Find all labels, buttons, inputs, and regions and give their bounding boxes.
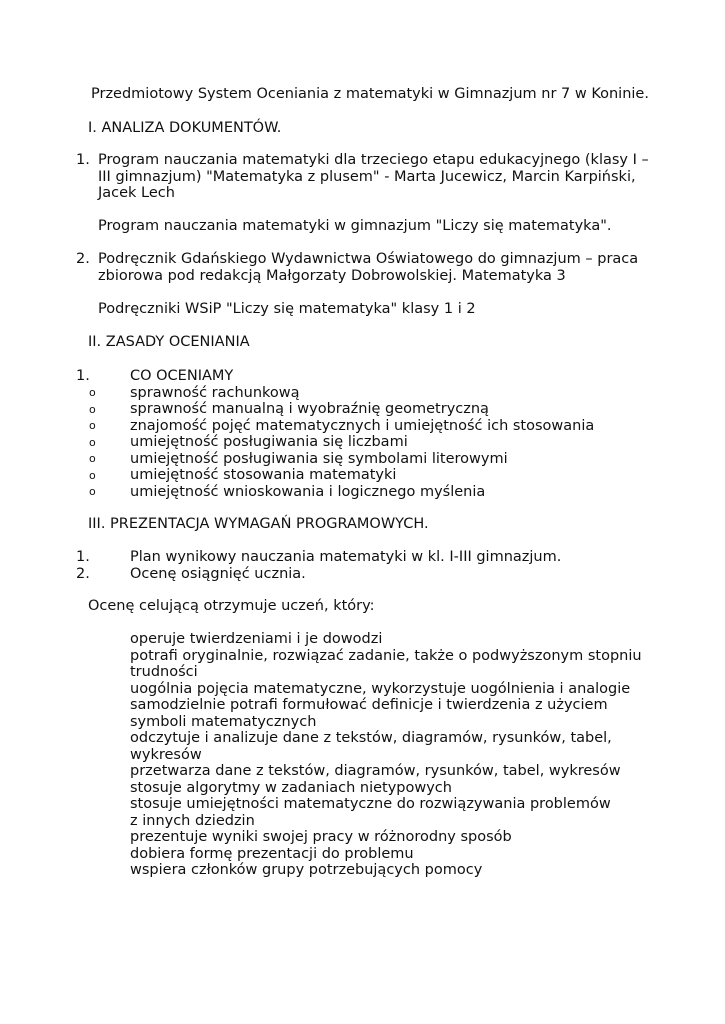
section-2-heading: II. ZASADY OCENIANIA (88, 334, 250, 350)
list-number: 1. (76, 152, 90, 168)
bullet-icon: o (89, 419, 96, 432)
grade-line: samodzielnie potrafi formułować definicje i twierdzenia z użyciem (130, 697, 608, 713)
bullet-item: znajomość pojęć matematycznych i umiejętność ich stosowania (130, 417, 595, 434)
list-item-line: Jacek Lech (98, 185, 175, 201)
grade-line: symboli matematycznych (130, 713, 317, 730)
grade-line: prezentuje wyniki swojej pracy w różnorodny sposób (130, 829, 512, 845)
list-number: 2. (76, 565, 90, 582)
list-number: 2. (76, 251, 90, 267)
grade-line: potrafi oryginalnie, rozwiązać zadanie, także o podwyższonym stopniu (130, 647, 642, 664)
grade-line: operuje twierdzeniami i je dowodzi (130, 631, 383, 647)
grade-line: przetwarza dane z tekstów, diagramów, rysunków, tabel, wykresów (130, 763, 621, 779)
grade-line: dobiera formę prezentacji do problemu (130, 845, 414, 862)
list-number: 1. (76, 368, 90, 384)
grade-intro: Ocenę celującą otrzymuje uczeń, który: (88, 598, 375, 614)
list-item-extra: Podręczniki WSiP "Liczy się matematyka" klasy 1 i 2 (98, 301, 476, 317)
document-title: Przedmiotowy System Oceniania z matematyki w Gimnazjum nr 7 w Koninie. (91, 86, 649, 102)
grade-line: stosuje algorytmy w zadaniach nietypowych (130, 779, 452, 796)
grade-line: wspiera członków grupy potrzebujących pomocy (130, 862, 483, 878)
bullet-item: umiejętność stosowania matematyki (130, 467, 397, 483)
bullet-icon: o (89, 468, 96, 482)
grade-line: stosuje umiejętności matematyczne do rozwiązywania problemów (130, 796, 611, 812)
grade-line: uogólnia pojęcia matematyczne, wykorzystuje uogólnienia i analogie (130, 680, 631, 697)
bullet-icon: o (89, 402, 96, 416)
bullet-item: sprawność rachunkową (130, 384, 300, 401)
grade-line: odczytuje i analizuje dane z tekstów, diagramów, rysunków, tabel, (130, 730, 612, 746)
list-item-extra: Program nauczania matematyki w gimnazjum "Liczy się matematyka". (98, 218, 612, 234)
list-item: Ocenę osiągnięć ucznia. (130, 565, 306, 582)
section-3-heading: III. PREZENTACJA WYMAGAŃ PROGRAMOWYCH. (88, 516, 429, 532)
grade-line: trudności (130, 664, 198, 680)
bullet-icon: o (89, 386, 96, 399)
bullet-item: umiejętność posługiwania się liczbami (130, 434, 408, 450)
grade-line: wykresów (130, 746, 202, 763)
list-item-label: CO OCENIAMY (130, 368, 234, 384)
list-number: 1. (76, 549, 90, 565)
bullet-icon: o (89, 452, 96, 465)
list-item-line: Podręcznik Gdańskiego Wydawnictwa Oświatowego do gimnazjum – praca (98, 251, 639, 267)
list-item-line: zbiorowa pod redakcją Małgorzaty Dobrowolskiej. Matematyka 3 (98, 267, 566, 284)
bullet-item: umiejętność posługiwania się symbolami literowymi (130, 450, 508, 467)
list-item-line: III gimnazjum) "Matematyka z plusem" - Marta Jucewicz, Marcin Karpiński, (98, 168, 636, 185)
bullet-item: sprawność manualną i wyobraźnię geometryczną (130, 401, 489, 417)
grade-line: z innych dziedzin (130, 812, 255, 829)
list-item-line: Program nauczania matematyki dla trzeciego etapu edukacyjnego (klasy I – (98, 152, 649, 168)
list-item: Plan wynikowy nauczania matematyki w kl. I-III gimnazjum. (130, 549, 562, 565)
section-1-heading: I. ANALIZA DOKUMENTÓW. (88, 120, 282, 136)
bullet-item: umiejętność wnioskowania i logicznego myślenia (130, 483, 486, 500)
bullet-icon: o (89, 485, 96, 498)
bullet-icon: o (89, 435, 96, 449)
